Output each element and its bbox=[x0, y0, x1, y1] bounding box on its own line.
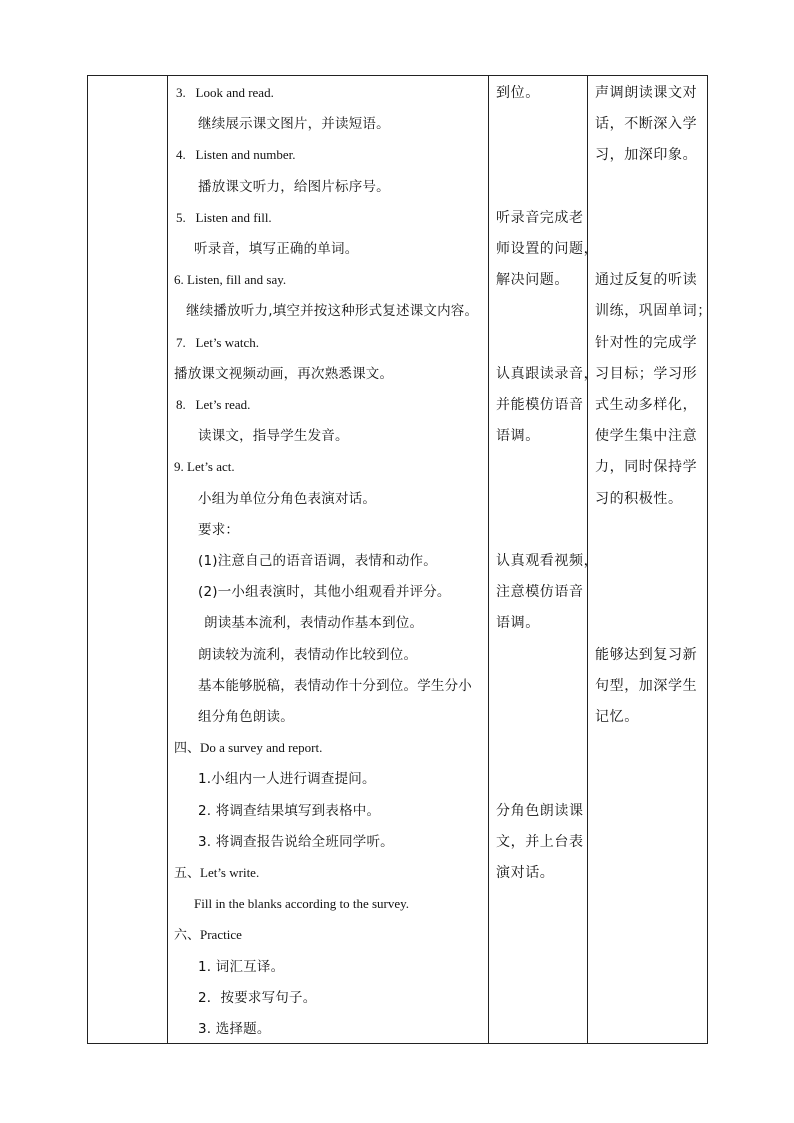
design-intent-line: 声调朗读课文对 bbox=[595, 85, 698, 101]
activity-line: 2. 将调查结果填写到表格中。 bbox=[198, 802, 381, 819]
activity-line: 3. 选择题。 bbox=[198, 1021, 271, 1037]
design-intent-line: 针对性的完成学 bbox=[595, 334, 698, 351]
activity-line: 9. Let’s act. bbox=[174, 459, 235, 475]
activity-line: 朗读较为流利，表情动作比较到位。 bbox=[198, 646, 418, 663]
activity-line: 7. Let’s watch. bbox=[176, 334, 260, 350]
activity-line: 五、Let’s write. bbox=[174, 865, 260, 880]
activity-line: 1. 词汇互译。 bbox=[198, 958, 285, 975]
table-row bbox=[88, 76, 708, 1044]
student-activity-line: 到位。 bbox=[496, 85, 540, 101]
design-intent-line: 记忆。 bbox=[595, 709, 639, 725]
teacher-activity-column bbox=[168, 76, 488, 1043]
design-intent-cell bbox=[588, 76, 712, 1044]
student-activity-cell bbox=[489, 76, 599, 1044]
design-intent-line: 式生动多样化， bbox=[595, 397, 698, 413]
activity-line: 六、Practice bbox=[174, 927, 242, 943]
design-intent-column bbox=[588, 76, 712, 1043]
activity-line: 1.小组内一人进行调查提问。 bbox=[198, 771, 376, 788]
activity-line: 基本能够脱稿，表情动作十分到位。学生分小 bbox=[198, 677, 472, 694]
student-activity-line: 文，并上台表 bbox=[496, 833, 584, 850]
student-activity-line: 并能模仿语音 bbox=[496, 397, 584, 413]
activity-line: 朗读基本流利，表情动作基本到位。 bbox=[204, 615, 424, 632]
design-intent-line: 句型，加深学生 bbox=[595, 677, 698, 694]
activity-line: 小组为单位分角色表演对话。 bbox=[198, 490, 377, 507]
student-activity-line: 分角色朗读课 bbox=[496, 802, 584, 819]
student-activity-column bbox=[489, 76, 599, 1043]
student-activity-line: 注意模仿语音 bbox=[496, 584, 584, 601]
student-activity-line: 解决问题。 bbox=[496, 272, 569, 289]
activity-line: (2)一小组表演时，其他小组观看并评分。 bbox=[198, 584, 451, 601]
student-activity-line: 听录音完成老 bbox=[496, 209, 584, 226]
activity-line: 3. Look and read. bbox=[176, 85, 274, 100]
activity-line: 播放课文视频动画，再次熟悉课文。 bbox=[174, 365, 394, 382]
activity-line: 3. 将调查报告说给全班同学听。 bbox=[198, 833, 394, 850]
activity-line: Fill in the blanks according to the survey. bbox=[194, 896, 410, 912]
activity-line: 听录音，填写正确的单词。 bbox=[194, 241, 359, 257]
activity-line: 2．按要求写句子。 bbox=[198, 989, 317, 1006]
activity-line: 8. Let’s read. bbox=[176, 397, 251, 412]
student-activity-line: 演对话。 bbox=[496, 865, 555, 881]
design-intent-line: 通过反复的听读 bbox=[595, 272, 698, 289]
lesson-plan-table bbox=[87, 75, 712, 1044]
design-intent-line: 能够达到复习新 bbox=[595, 646, 698, 663]
design-intent-line: 使学生集中注意 bbox=[595, 428, 698, 445]
activity-line: 组分角色朗读。 bbox=[198, 709, 294, 725]
activity-line: 要求： bbox=[198, 521, 240, 538]
design-intent-line: 力，同时保持学 bbox=[595, 459, 698, 476]
activity-line: 四、Do a survey and report. bbox=[174, 740, 323, 756]
design-intent-line: 训练，巩固单词； bbox=[595, 303, 712, 320]
design-intent-line: 习，加深印象。 bbox=[595, 147, 698, 164]
student-activity-line: 师设置的问题， bbox=[496, 241, 599, 257]
student-activity-line: 语调。 bbox=[496, 615, 540, 632]
design-intent-line: 习目标；学习形 bbox=[595, 365, 698, 382]
stage-cell bbox=[88, 76, 168, 1044]
activity-line: (1)注意自己的语音语调，表情和动作。 bbox=[198, 553, 437, 569]
activity-line: 4. Listen and number. bbox=[176, 147, 296, 163]
design-intent-line: 话，不断深入学 bbox=[595, 116, 698, 133]
activity-line: 继续播放听力,填空并按这种形式复述课文内容。 bbox=[186, 303, 479, 320]
student-activity-line: 认真观看视频， bbox=[496, 553, 599, 569]
activity-line: 继续展示课文图片，并读短语。 bbox=[198, 116, 390, 133]
activity-line: 读课文，指导学生发音。 bbox=[198, 428, 349, 445]
student-activity-line: 认真跟读录音， bbox=[496, 365, 599, 382]
activity-line: 5. Listen and fill. bbox=[176, 209, 272, 225]
design-intent-line: 习的积极性。 bbox=[595, 490, 683, 507]
activity-line: 6. Listen, fill and say. bbox=[174, 272, 287, 288]
activity-line: 播放课文听力，给图片标序号。 bbox=[198, 178, 390, 195]
student-activity-line: 语调。 bbox=[496, 428, 540, 445]
teacher-activity-cell bbox=[168, 76, 489, 1044]
